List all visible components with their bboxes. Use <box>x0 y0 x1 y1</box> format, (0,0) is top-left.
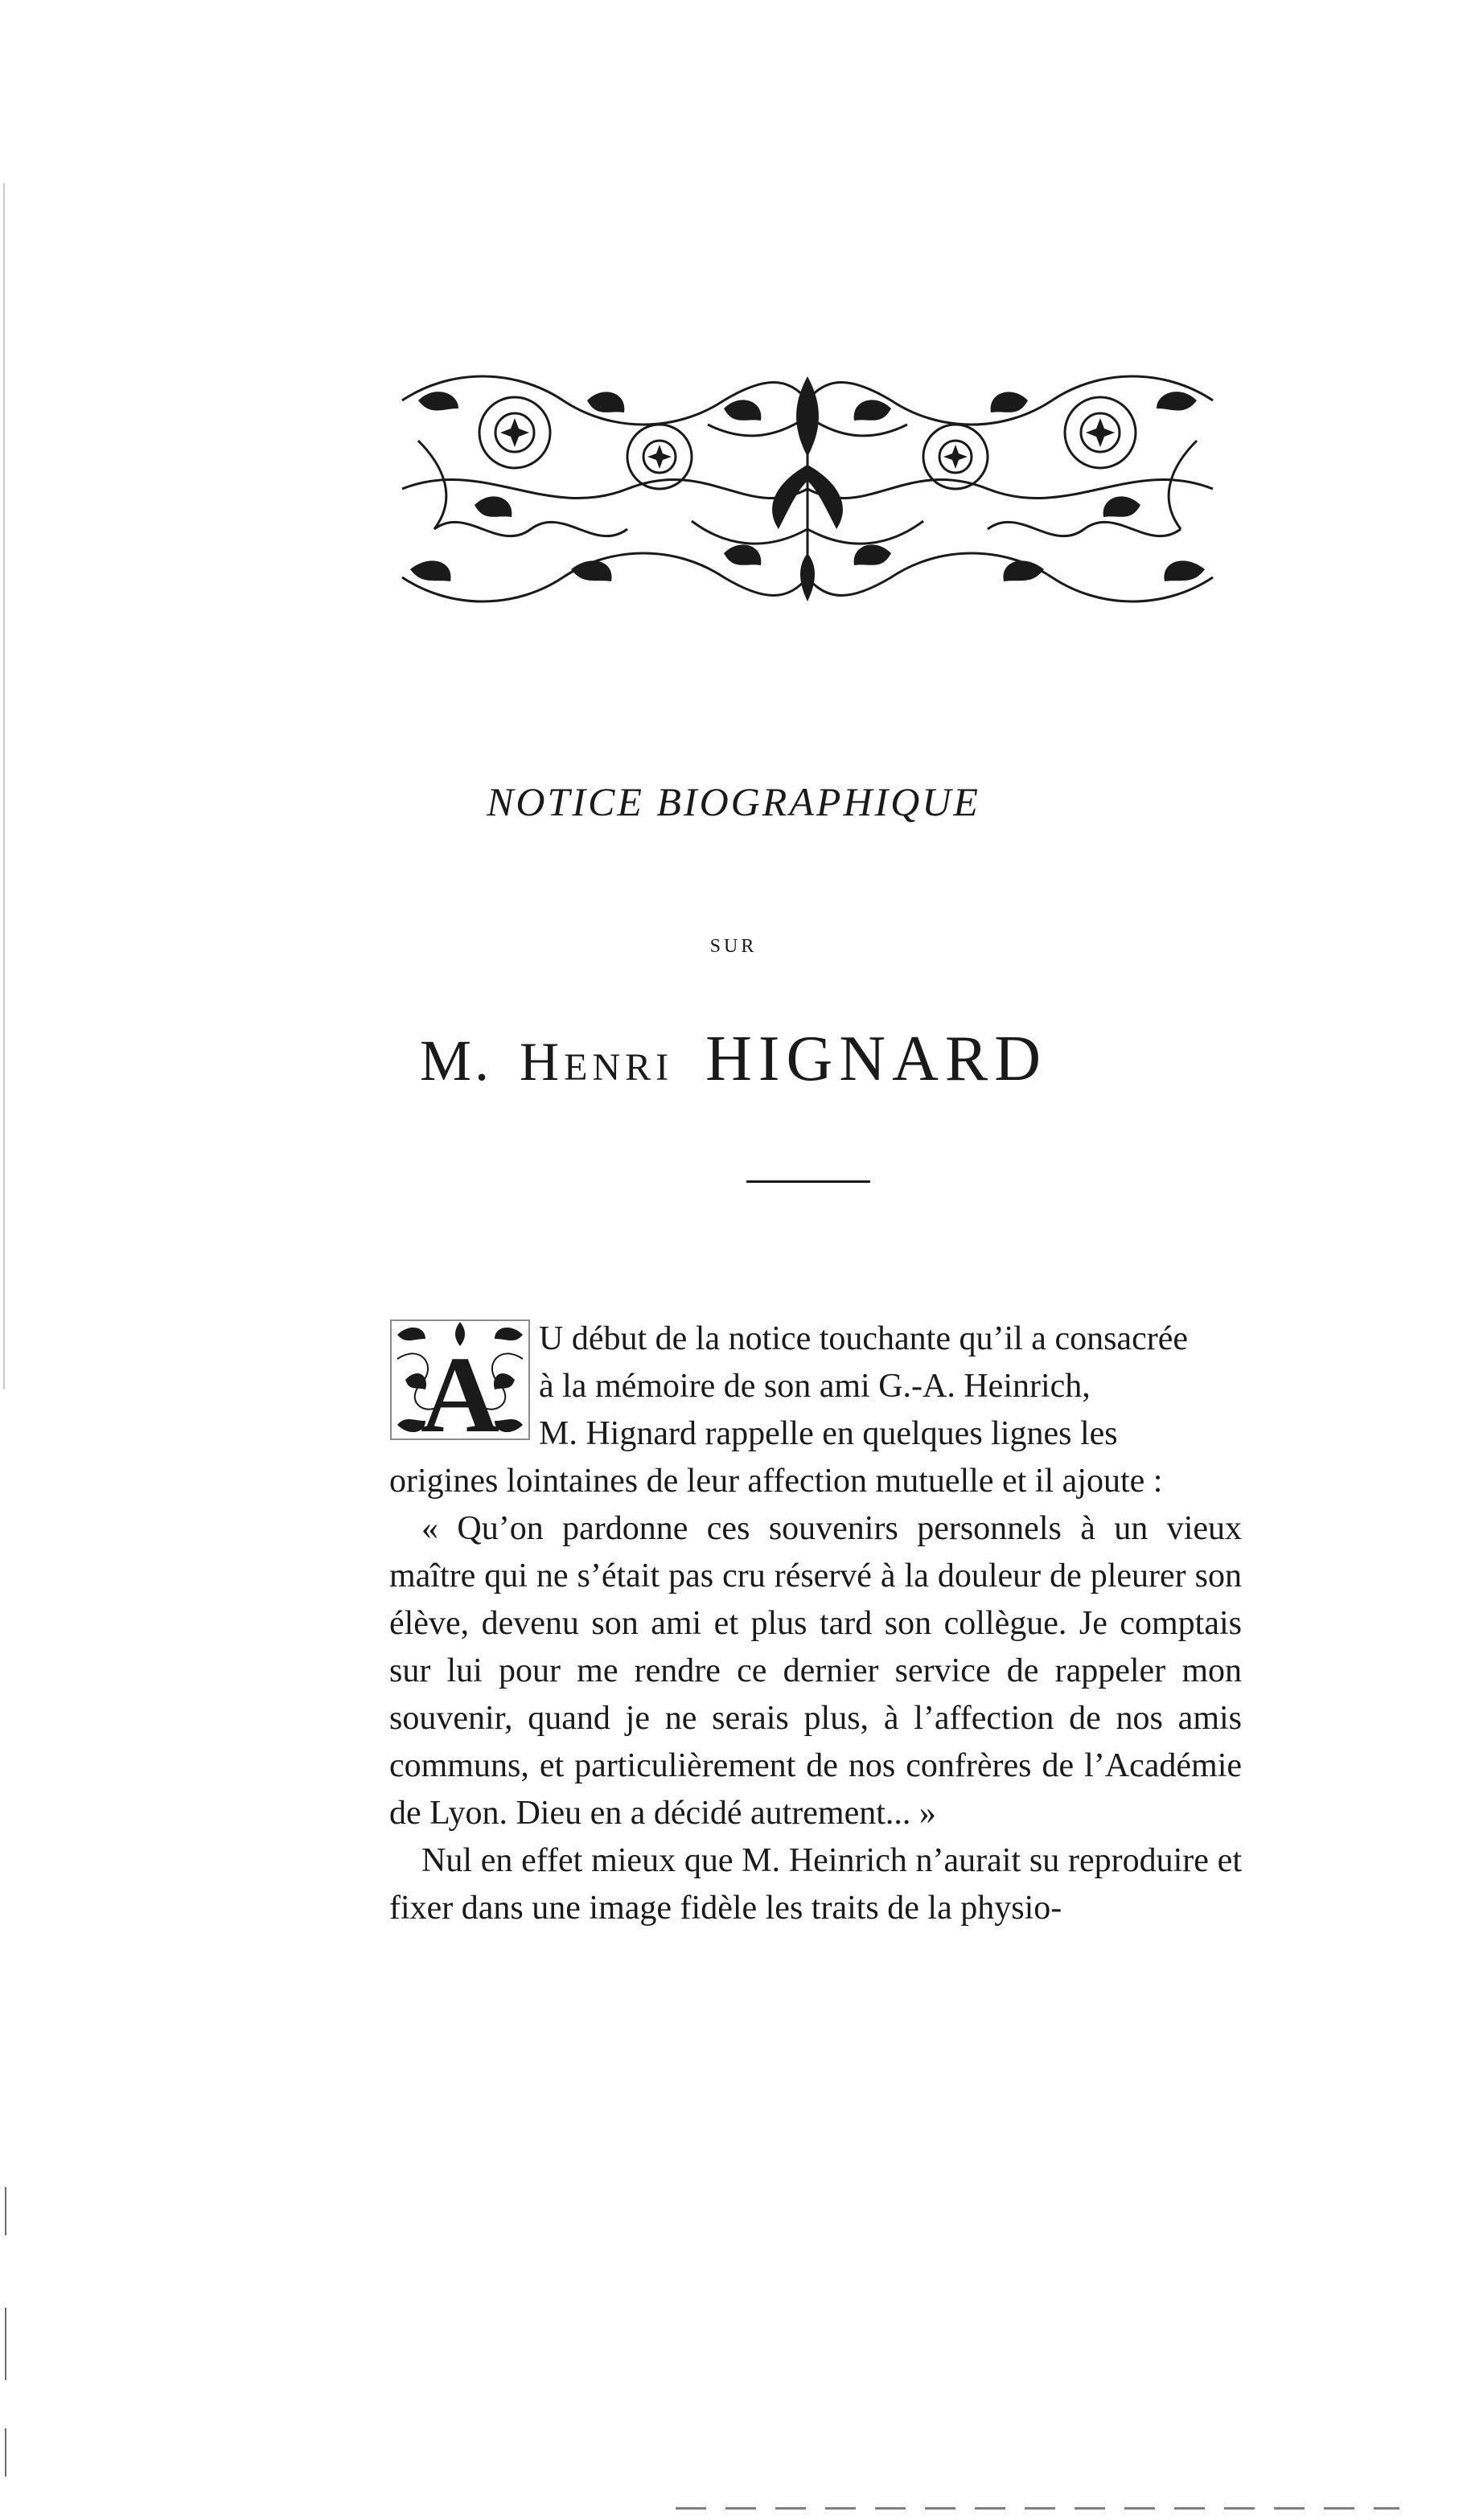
scan-edge-mark <box>5 2187 6 2235</box>
title-divider-rule <box>746 1180 870 1183</box>
body-paragraph-1-rest: origines lointaines de leur affection mutuelle et il ajoute : <box>389 1463 1163 1500</box>
body-text <box>389 1315 1242 1932</box>
scan-edge-mark <box>5 2308 6 2380</box>
body-quote-paragraph: « Qu’on pardonne ces souvenirs personnels à un vieux maître qui ne s’était pas cru réservé à la douleur de pleurer son élève, devenu son ami et plus tard son collègue. Je comptais sur lui pour me rendre ce dernier service de rappeler mon souvenir, quand je ne serais plus, à l’affection de nos amis communs, et particulièrement de nos confrères de l’Académie de Lyon. Dieu en a décidé autrement... » <box>389 1510 1242 1832</box>
dropcap-letter: A <box>420 1335 500 1441</box>
body-line-1: U début de la notice touchante qu’il a consacrée <box>539 1320 1188 1357</box>
subject-name <box>0 1023 1467 1096</box>
floral-headpiece-ornament <box>386 368 1229 609</box>
name-first: Henri <box>520 1031 674 1092</box>
body-paragraph-3: Nul en effet mieux que M. Heinrich n’aurait su reproduire et fixer dans une image fidèle les traits de la physio- <box>389 1842 1242 1927</box>
name-last: HIGNARD <box>705 1024 1047 1094</box>
body-line-3: M. Hignard rappelle en quelques lignes les <box>539 1415 1118 1452</box>
subtitle-sur: SUR <box>709 936 758 957</box>
body-line-2: à la mémoire de son ami G.-A. Heinrich, <box>539 1368 1091 1405</box>
scan-edge-mark <box>5 2428 6 2477</box>
scan-bottom-marks <box>676 2507 1399 2510</box>
name-prefix: M. <box>420 1028 493 1093</box>
page-title: NOTICE BIOGRAPHIQUE <box>487 779 980 824</box>
